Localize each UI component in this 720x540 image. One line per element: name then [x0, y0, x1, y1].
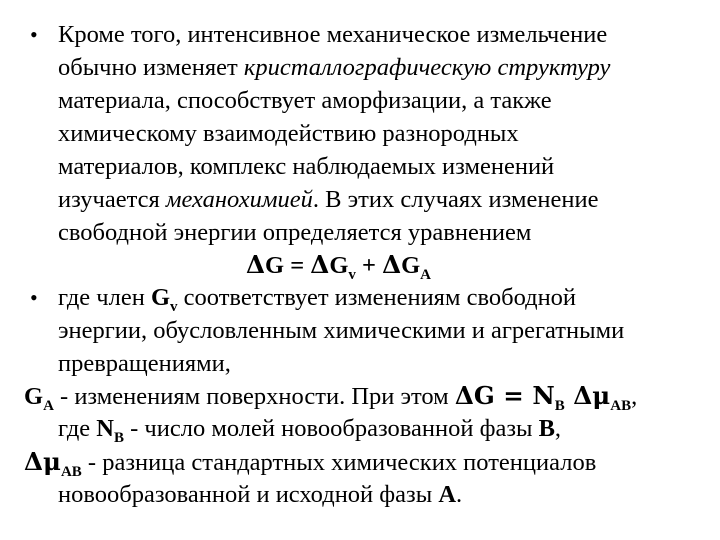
italic-term: механохимией — [165, 186, 313, 213]
delta-symbol: Δ — [382, 250, 402, 279]
delta-g-formula: ΔG = N — [454, 381, 555, 410]
subscript-b: B — [114, 430, 125, 446]
text-span: - разница стандартных химических потенциалов — [81, 449, 597, 476]
delta-symbol: Δ — [246, 250, 266, 279]
subscript-ab: AB — [60, 464, 82, 480]
text-line — [58, 53, 610, 83]
text-line — [24, 381, 637, 415]
text-line — [58, 152, 554, 182]
bullet-marker: • — [30, 22, 38, 47]
eq-g: G — [329, 252, 349, 279]
eq-g: G — [401, 252, 421, 279]
text-line — [58, 20, 607, 50]
subscript-v: v — [348, 267, 356, 283]
text-span: . — [456, 481, 463, 508]
subscript-ab: AB — [610, 398, 632, 414]
eq-g: G — [265, 252, 285, 279]
text-span: свободной энергии определяется уравнением — [58, 219, 532, 246]
text-span: , — [554, 415, 562, 442]
text-line — [58, 283, 576, 316]
text-span: материалов, комплекс наблюдаемых изменений — [58, 153, 555, 180]
text-span: где член — [58, 284, 151, 311]
symbol-g: G — [24, 383, 44, 410]
text-span: где — [58, 415, 97, 442]
bullet-marker: • — [30, 285, 38, 310]
eq-plus: + — [355, 252, 383, 279]
delta-symbol: Δ — [310, 250, 330, 279]
text-line — [24, 447, 596, 481]
text-line — [58, 185, 598, 215]
text-line — [58, 414, 561, 447]
delta-mu-symbol: Δμ — [564, 381, 611, 410]
text-line — [58, 316, 624, 346]
phase-a: A — [438, 481, 457, 508]
text-span: - число молей новообразованной фазы — [124, 415, 539, 442]
equation — [246, 250, 431, 284]
text-line — [58, 86, 552, 116]
text-span: , — [631, 383, 638, 410]
text-line — [58, 480, 462, 510]
subscript-v: v — [170, 299, 178, 315]
subscript-a: A — [420, 267, 432, 283]
text-span: соответствует изменениям свободной — [177, 284, 577, 311]
text-span: - изменениям поверхности. При этом — [53, 383, 455, 410]
text-line — [58, 218, 531, 248]
text-span: превращениями, — [58, 350, 231, 377]
text-span: Кроме того, интенсивное механическое измельчение — [58, 21, 608, 48]
phase-b: B — [538, 415, 555, 442]
delta-mu-symbol: Δμ — [24, 447, 61, 476]
text-span: новообразованной и исходной фазы — [58, 481, 439, 508]
symbol-g: G — [150, 284, 171, 311]
text-span: . В этих случаях изменение — [312, 186, 599, 213]
symbol-n: N — [96, 415, 114, 442]
text-line — [58, 349, 231, 379]
eq-equals: = — [284, 252, 311, 279]
text-span: материала, способствует аморфизации, а также — [58, 87, 552, 114]
text-span: энергии, обусловленным химическими и агрегатными — [58, 317, 625, 344]
subscript-a: A — [43, 398, 54, 414]
text-span: обычно изменяет — [58, 54, 244, 81]
text-line — [58, 119, 519, 149]
italic-term: кристаллографическую структуру — [243, 54, 611, 81]
text-span: изучается — [58, 186, 166, 213]
subscript-b: B — [554, 398, 565, 414]
text-span: химическому взаимодействию разнородных — [58, 120, 519, 147]
